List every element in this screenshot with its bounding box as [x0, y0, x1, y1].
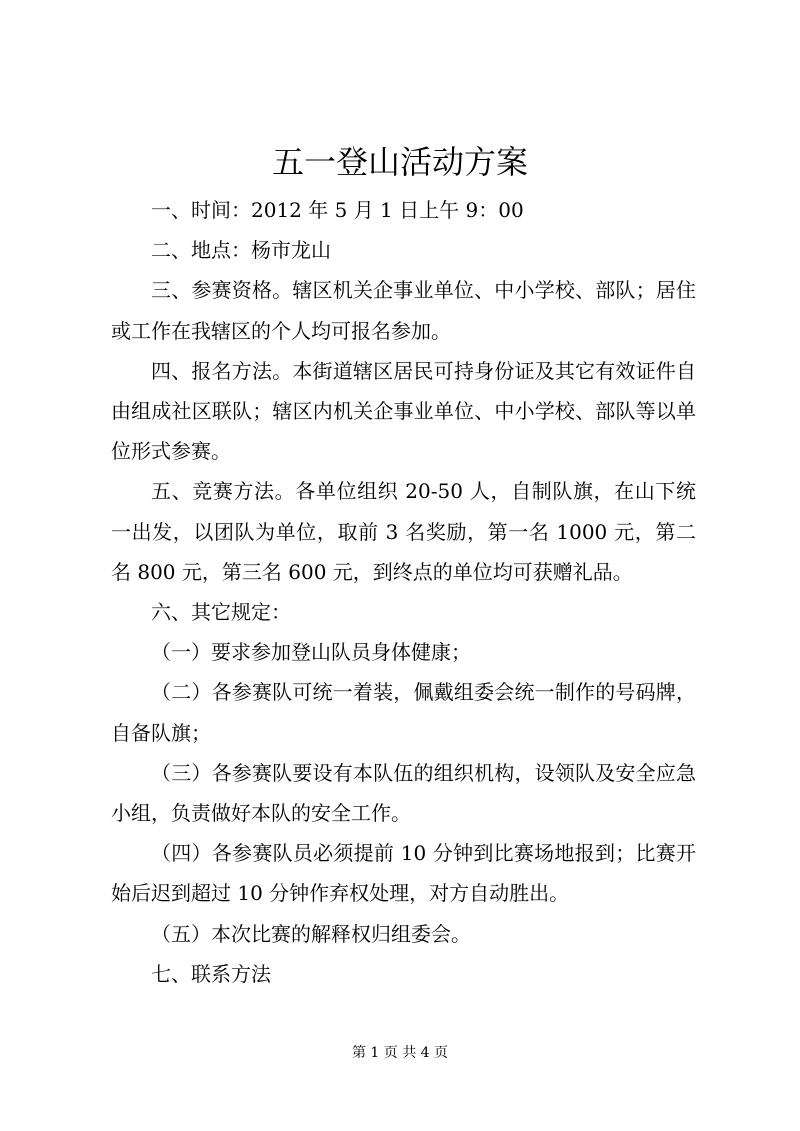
- paragraph-eligibility: 三、参赛资格。辖区机关企事业单位、中小学校、部队；居住或工作在我辖区的个人均可报名参加。: [111, 278, 696, 343]
- paragraph-location: 二、地点：杨市龙山: [151, 238, 331, 263]
- paragraph-rule-1: （一）要求参加登山队员身体健康；: [151, 640, 471, 665]
- paragraph-time: 一、时间：2012 年 5 月 1 日上午 9：00: [151, 198, 524, 222]
- paragraph-rule-5: （五）本次比赛的解释权归组委会。: [151, 921, 471, 946]
- paragraph-rule-3: （三）各参赛队要设有本队伍的组织机构，设领队及安全应急小组，负责做好本队的安全工作。: [111, 760, 696, 826]
- page-footer: 第 1 页 共 4 页: [351, 1045, 449, 1061]
- document-body: [111, 190, 696, 994]
- document-title: 五一登山活动方案: [271, 143, 528, 181]
- paragraph-rule-4: （四）各参赛队员必须提前 10 分钟到比赛场地报到；比赛开始后迟到超过 10 分钟作弃权处理，对方自动胜出。: [111, 841, 696, 906]
- paragraph-registration: 四、报名方法。本街道辖区居民可持身份证及其它有效证件自由组成社区联队；辖区内机关企事业单位、中小学校、部队等以单位形式参赛。: [111, 358, 696, 464]
- paragraph-other-rules-heading: 六、其它规定：: [151, 600, 291, 625]
- paragraph-rule-2: （二）各参赛队可统一着装，佩戴组委会统一制作的号码牌，自备队旗；: [111, 680, 696, 745]
- paragraph-competition-method: 五、竞赛方法。各单位组织 20-50 人，自制队旗，在山下统一出发，以团队为单位，取前 3 名奖励，第一名 1000 元，第二名 800 元，第三名 600 元，到终点的单位均可获赠礼品。: [111, 479, 696, 584]
- paragraph-contact-heading: 七、联系方法: [151, 961, 271, 986]
